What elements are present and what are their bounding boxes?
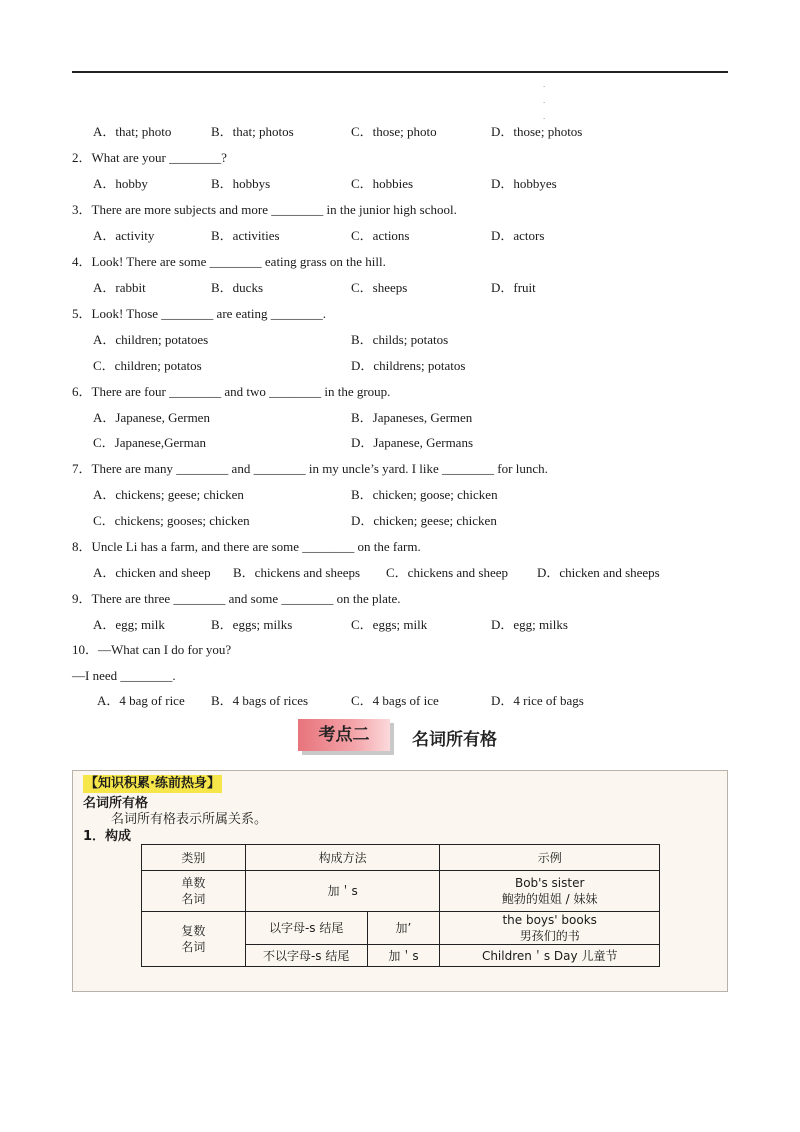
table-cell-method: 加’	[367, 912, 440, 945]
option-c: C．those; photo	[351, 124, 437, 139]
table-cell-example: Children＇s Day 儿童节	[440, 945, 660, 967]
question-stem-continued: —I need ________.	[72, 668, 176, 683]
option-d: D．those; photos	[491, 124, 583, 139]
table-row	[142, 912, 660, 945]
option-d: D．Japanese, Germans	[351, 435, 474, 450]
table-cell-category: 单数 名词	[142, 871, 246, 912]
knowledge-heading: 名词所有格	[83, 796, 149, 811]
option-a: A．activity	[93, 228, 155, 243]
knowledge-tag: 【知识积累·练前热身】	[85, 776, 220, 791]
option-b: B．activities	[211, 228, 280, 243]
option-d: D．childrens; potatos	[351, 358, 466, 373]
table-row	[142, 871, 660, 912]
option-c: C．Japanese,German	[93, 435, 206, 450]
question-stem: 4．Look! There are some ________ eating grass on the hill.	[72, 254, 386, 269]
option-b: B．ducks	[211, 280, 264, 295]
option-c: C．actions	[351, 228, 410, 243]
table-cell-example: the boys' books 男孩们的书	[440, 912, 660, 945]
option-d: D．chicken; geese; chicken	[351, 513, 497, 528]
option-c: C．eggs; milk	[351, 617, 428, 632]
option-d: D．chicken and sheeps	[537, 565, 660, 580]
question-stem: 6．There are four ________ and two ________ in the group.	[72, 384, 391, 399]
option-c: C．chickens and sheep	[386, 565, 509, 580]
table-cell-method: 加＇s	[367, 945, 440, 967]
question-stem: 10．—What can I do for you?	[72, 642, 232, 657]
option-a: A．that; photo	[93, 124, 172, 139]
question-stem: 7．There are many ________ and ________ in my uncle’s yard. I like ________ for lunch.	[72, 461, 548, 476]
option-c: C．4 bags of ice	[351, 693, 439, 708]
option-b: B．hobbys	[211, 176, 271, 191]
option-b: B．chickens and sheeps	[233, 565, 361, 580]
option-a: A．egg; milk	[93, 617, 165, 632]
option-a: A．chickens; geese; chicken	[93, 487, 244, 502]
knowledge-subheading: 1．构成	[83, 829, 132, 844]
question-stem: 8．Uncle Li has a farm, and there are some ________ on the farm.	[72, 539, 421, 554]
header-dot: .	[543, 79, 546, 89]
table-cell-example: Bob's sister 鲍勃的姐姐 / 妹妹	[440, 871, 660, 912]
option-a: A．hobby	[93, 176, 148, 191]
section-label: 考点二	[318, 725, 370, 745]
table-cell-category: 复数 名词	[142, 912, 246, 967]
question-stem: 3．There are more subjects and more ________ in the junior high school.	[72, 202, 457, 217]
table-header: 类别	[142, 845, 246, 871]
question-stem: 2．What are your ________?	[72, 150, 227, 165]
table-header: 构成方法	[245, 845, 440, 871]
possessive-table	[141, 844, 660, 967]
option-a: A．Japanese, Germen	[93, 410, 210, 425]
option-d: D．fruit	[491, 280, 536, 295]
option-d: D．egg; milks	[491, 617, 568, 632]
table-header-row	[142, 845, 660, 871]
knowledge-description: 名词所有格表示所属关系。	[111, 812, 268, 827]
header-dot: .	[543, 111, 546, 121]
option-c: C．hobbies	[351, 176, 414, 191]
option-b: B．childs; potatos	[351, 332, 449, 347]
option-b: B．eggs; milks	[211, 617, 293, 632]
option-a: A．children; potatoes	[93, 332, 209, 347]
option-b: B．that; photos	[211, 124, 294, 139]
table-header: 示例	[440, 845, 660, 871]
option-d: D．4 rice of bags	[491, 693, 584, 708]
option-b: B．Japaneses, Germen	[351, 410, 473, 425]
option-c: C．sheeps	[351, 280, 408, 295]
header-rule	[72, 71, 728, 73]
option-c: C．children; potatos	[93, 358, 202, 373]
section-title: 名词所有格	[412, 730, 497, 750]
option-a: A．rabbit	[93, 280, 146, 295]
option-b: B．4 bags of rices	[211, 693, 309, 708]
question-stem: 9．There are three ________ and some ________ on the plate.	[72, 591, 401, 606]
option-a: A．4 bag of rice	[97, 693, 185, 708]
table-cell-method: 加＇s	[245, 871, 440, 912]
table-cell-subtype: 不以字母-s 结尾	[245, 945, 367, 967]
option-b: B．chicken; goose; chicken	[351, 487, 498, 502]
option-d: D．actors	[491, 228, 545, 243]
table-cell-subtype: 以字母-s 结尾	[245, 912, 367, 945]
option-a: A．chicken and sheep	[93, 565, 211, 580]
question-stem: 5．Look! Those ________ are eating ________.	[72, 306, 326, 321]
option-d: D．hobbyes	[491, 176, 557, 191]
header-dot: .	[543, 95, 546, 105]
option-c: C．chickens; gooses; chicken	[93, 513, 250, 528]
